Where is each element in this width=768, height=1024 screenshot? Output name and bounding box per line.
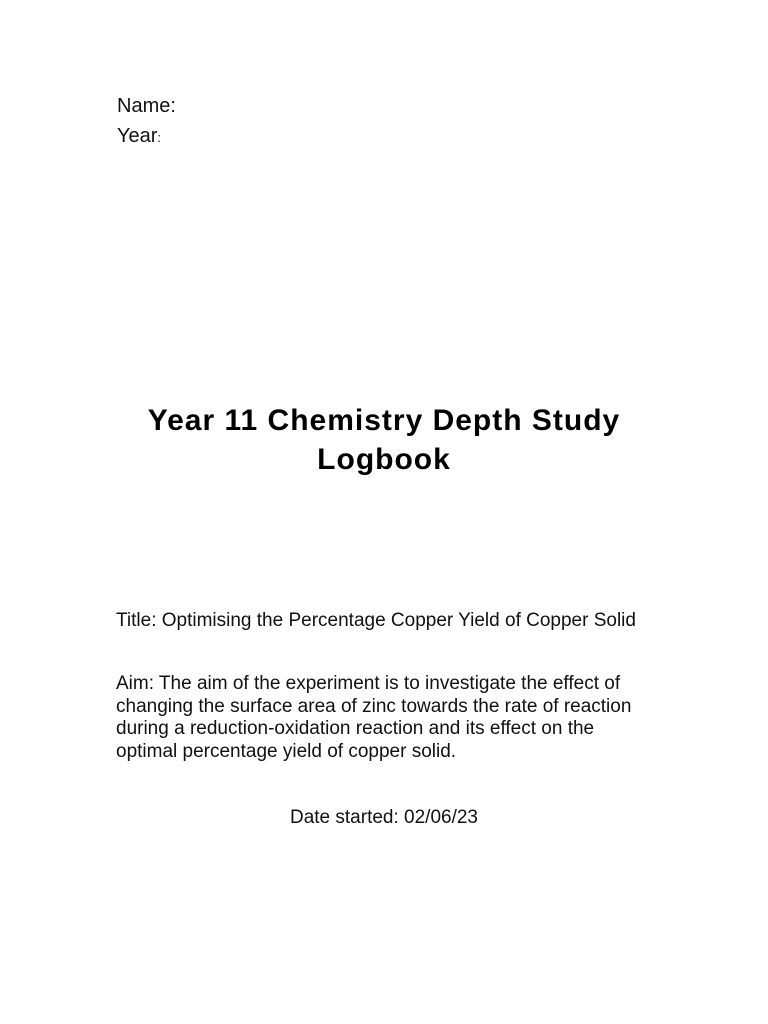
name-label-text: Name:: [117, 95, 176, 117]
date-started: Date started: 02/06/23: [289, 807, 478, 828]
project-title: Title: Optimising the Percentage Copper Yield of Copper Solid: [116, 610, 636, 631]
document-title-line-2: Logbook: [317, 443, 451, 476]
name-field-label: [117, 94, 176, 118]
year-label-colon: :: [157, 130, 162, 145]
project-aim: Aim: The aim of the experiment is to investigate the effect of changing the surface area of zinc towards the rate of reaction during a reduction-oxidation reaction and its effect on the optimal percentage yield of copper solid.: [116, 673, 632, 762]
year-field-label: [117, 124, 161, 150]
document-title-line-1: Year 11 Chemistry Depth Study: [147, 404, 621, 437]
document-title: [84, 401, 684, 479]
year-label-text: Year: [117, 125, 158, 147]
